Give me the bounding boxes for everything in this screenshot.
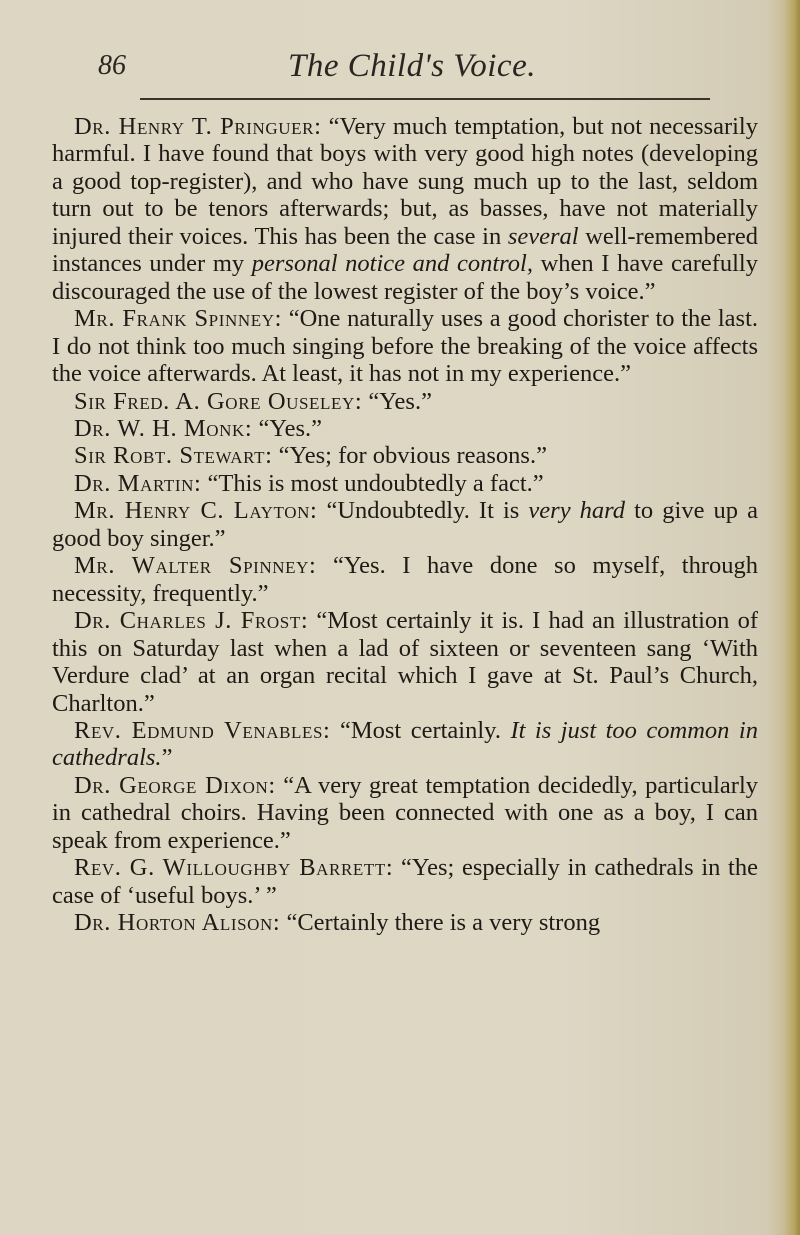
quote-text: well-remembered instances under my [52, 222, 758, 278]
quote-text: to give up a good boy singer.” [52, 497, 758, 552]
speaker-name: Mr. Walter Spinney: [74, 552, 317, 580]
header-rule [140, 98, 710, 100]
testimony-paragraph [52, 305, 758, 387]
quote-text: “Very much temptation, but not necessarily harmful. I have found that boys with very good high notes (developing a good top-register), and who have sung much up to the last, seldom turn out to be tenors afterwards; but, as basses, have not materially injured their voices. This has been the case in [52, 113, 758, 250]
quote-text: when I have carefully discouraged the use of the lowest register of the boy’s voice.” [52, 250, 758, 305]
page-edge-shading [784, 0, 800, 1235]
testimony-paragraph [52, 607, 758, 717]
quote-text: “A very great temptation decidedly, particularly in cathedral choirs. Having been connected with one as a boy, I can speak from experience.” [52, 771, 759, 854]
speaker-name: Sir Robt. Stewart: [74, 442, 273, 470]
speaker-name: Sir Fred. A. Gore Ouseley: [74, 387, 363, 415]
quote-text: “This is most undoubtedly a fact.” [201, 469, 544, 497]
quote-text: “Undoubtedly. It is [317, 497, 529, 525]
quote-text: “Most certainly it is. I had an illustration of this on Saturday last when a lad of sixteen or seventeen sang ‘With Verdure clad’ at an organ recital which I gave at St. Paul’s Church, Charlton.” [52, 607, 758, 717]
quote-text: “Yes.” [362, 387, 432, 415]
speaker-name: Rev. Edmund Venables: [74, 716, 331, 744]
testimony-paragraph [52, 415, 758, 442]
quote-text: “Most certainly. [330, 716, 511, 744]
testimony-paragraph [52, 717, 758, 772]
testimony-paragraph [52, 909, 758, 936]
speaker-name: Dr. Henry T. Pringuer: [74, 113, 322, 140]
speaker-name: Mr. Henry C. Layton: [74, 497, 318, 525]
page-number: 86 [98, 50, 126, 81]
quote-text: ” [161, 744, 173, 772]
testimony-paragraph [52, 442, 758, 469]
testimony-paragraph [52, 772, 758, 854]
italic-text: several [507, 222, 579, 250]
speaker-name: Mr. Frank Spinney: [74, 305, 283, 333]
testimony-paragraph [52, 388, 758, 415]
quote-text: “Yes. I have done so myself, through necessity, frequently.” [52, 552, 758, 607]
speaker-name: Dr. Horton Alison: [74, 909, 281, 937]
speaker-name: Dr. Martin: [74, 469, 202, 497]
testimony-paragraph [52, 497, 758, 552]
testimony-paragraph [52, 113, 758, 305]
testimony-paragraph [52, 470, 758, 497]
quote-text: “Yes; for obvious reasons.” [272, 442, 547, 470]
italic-text: personal notice and control, [251, 250, 533, 278]
italic-text: very hard [528, 497, 626, 525]
speaker-name: Dr. Charles J. Frost: [74, 607, 309, 635]
italic-text: It is just too common in cathedrals. [52, 716, 758, 772]
body-text [52, 113, 758, 937]
quote-text: “One naturally uses a good chorister to the last. I do not think too much singing before the breaking of the voice affects the voice afterwards. At least, it has not in my experience.” [52, 305, 759, 388]
running-head: The Child's Voice. [288, 48, 536, 84]
page-header [98, 44, 720, 88]
quote-text: “Certainly there is a very strong [280, 909, 601, 937]
quote-text: “Yes.” [252, 414, 322, 442]
speaker-name: Dr. George Dixon: [74, 771, 276, 799]
testimony-paragraph [52, 552, 758, 607]
speaker-name: Dr. W. H. Monk: [74, 414, 253, 442]
testimony-paragraph [52, 854, 758, 909]
speaker-name: Rev. G. Willoughby Barrett: [74, 854, 394, 882]
quote-text: “Yes; especially in cathedrals in the case of ‘useful boys.’ ” [52, 854, 758, 909]
